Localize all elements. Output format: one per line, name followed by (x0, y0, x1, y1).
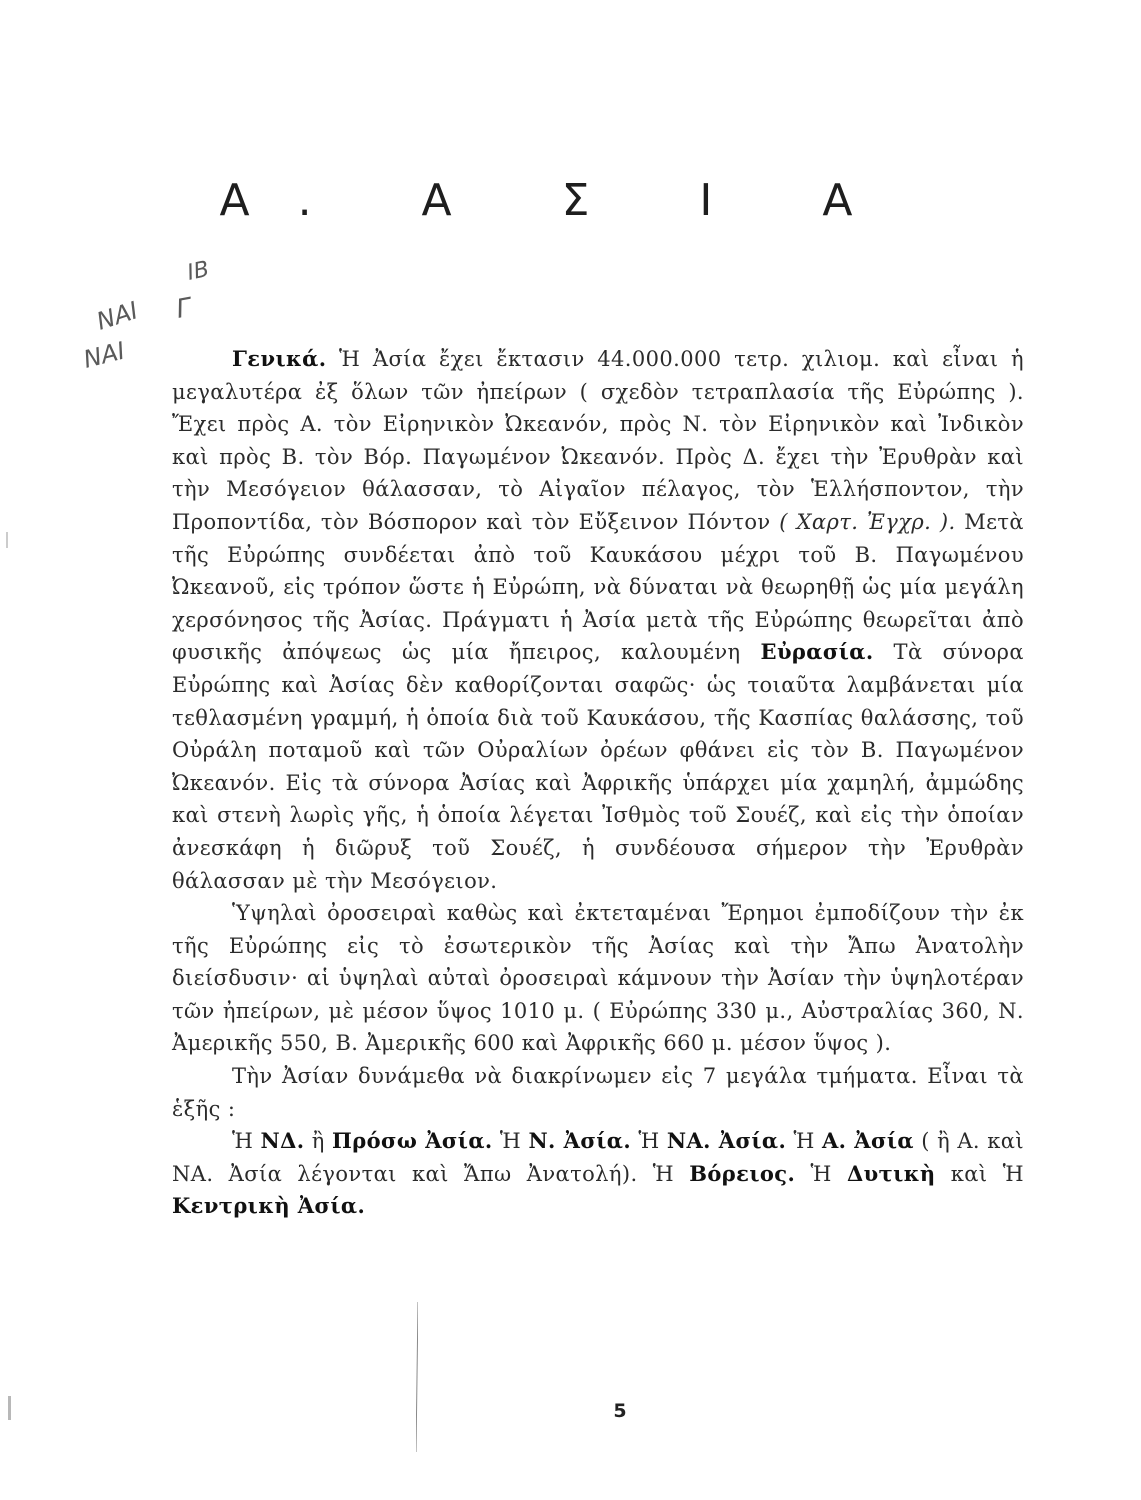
divisions-text-8: καὶ Ἡ (935, 1161, 1024, 1186)
general-text-part1: Ἡ Ἀσία ἔχει ἔκτασιν 44.000.000 τετρ. χιλιομ. καὶ εἶναι ἡ μεγαλυτέρα ἐξ ὅλων τῶν ἠπείρων ( σχεδὸν τετραπλασία τῆς Εὐρώπης ). Ἔχει πρὸς Α. τὸν Εἰρηνικὸν Ὠκεανόν, πρὸς Ν. τὸν Εἰρηνικὸν καὶ Ἰνδικὸν καὶ πρὸς Β. τὸν Βόρ. Παγωμένον Ὠκεανόν. Πρὸς Δ. ἔχει τὴν Ἐρυθρὰν καὶ τὴν Μεσόγειον θάλασσαν, τὸ Αἰγαῖον πέλαγος, τὸν Ἑλλήσποντον, τὴν Προποντίδα, τὸν Βόσπορον καὶ τὸν Εὔξεινον Πόντον (172, 347, 1024, 534)
division-a-asia: Α. Ἀσία (821, 1128, 914, 1154)
divisions-text-1: Ἡ (232, 1129, 261, 1154)
divisions-text-5: Ἡ (786, 1129, 822, 1154)
eurasia-term: Εὐρασία. (760, 639, 874, 665)
paragraph-general (172, 343, 1024, 897)
edge-mark-middle (6, 532, 8, 548)
general-text-part3: Τὰ σύνορα Εὐρώπης καὶ Ἀσίας δὲν καθορίζονται σαφῶς· ὡς τοιαῦτα λαμβάνεται μία τεθλασμένη γραμμή, ἡ ὁποία διὰ τοῦ Καυκάσου, τῆς Κασπίας θαλάσσης, τοῦ Οὐράλη ποταμοῦ καὶ τῶν Οὐραλίων ὀρέων φθάνει εἰς τὸν Β. Παγωμένον Ὠκεανόν. Εἰς τὰ σύνορα Ἀσίας καὶ Ἀφρικῆς ὑπάρχει μία χαμηλή, ἀμμώδης καὶ στενὴ λωρὶς γῆς, ἡ ὁποία λέγεται Ἰσθμὸς τοῦ Σουέζ, καὶ εἰς τὴν ὁποίαν ἀνεσκάφη ἡ διῶρυξ τοῦ Σουέζ, ἡ συνδέουσα σήμερον τὴν Ἐρυθρὰν θάλασσαν μὲ τὴν Μεσόγειον. (172, 640, 1024, 893)
division-na-asia: ΝΑ. Ἀσία. (666, 1128, 787, 1154)
paragraph-divisions-list (172, 1125, 1024, 1223)
page-number: 5 (613, 1400, 627, 1422)
division-nd: ΝΔ. (260, 1128, 305, 1154)
margin-note-middle: ΝΑΙ (93, 296, 142, 336)
division-voreios: Βόρειος. (689, 1160, 796, 1186)
map-reference: ( Χαρτ. Ἐγχρ. ). (779, 509, 956, 534)
margin-note-middle-extra: Γ (174, 292, 194, 325)
edge-mark-bottom (8, 1396, 11, 1420)
margin-note-top: ΙΒ (185, 256, 212, 286)
body-text (172, 343, 1024, 1223)
scan-artifact-stroke (416, 1302, 418, 1452)
scan-artifact-line (416, 1302, 418, 1452)
divisions-text-3: Ἡ (492, 1129, 529, 1154)
division-kentriki: Κεντρικὴ Ἀσία. (172, 1193, 366, 1219)
division-proso-asia: Πρόσω Ἀσία. (332, 1128, 493, 1154)
divisions-text-2: ἢ (304, 1129, 333, 1154)
divisions-text-6: ( ἢ Α. καὶ ΝΑ. Ἀσία λέγονται καὶ Ἄπω Ἀνατολή). Ἡ (172, 1129, 1025, 1186)
paragraph-divisions-intro (172, 1060, 1024, 1125)
margin-note-bottom: ΝΑΙ (80, 336, 128, 374)
general-label: Γενικά. (232, 346, 327, 371)
division-dytiki: Δυτικὴ (846, 1160, 936, 1186)
general-text-part2: Μετὰ τῆς Εὐρώπης συνδέεται ἀπὸ τοῦ Καυκάσου μέχρι τοῦ Β. Παγωμένου Ὠκεανοῦ, εἰς τρόπον ὥστε ἡ Εὐρώπη, νὰ δύναται νὰ θεωρηθῇ ὡς μία μεγάλη χερσόνησος τῆς Ἀσίας. Πράγματι ἡ Ἀσία μετὰ τῆς Εὐρώπης θεωρεῖται ἀπὸ φυσικῆς ἀπόψεως ὡς μία ἤπειρος, καλουμένη (172, 509, 1024, 665)
divisions-intro-text: Τὴν Ἀσίαν δυνάμεθα νὰ διακρίνωμεν εἰς 7 μεγάλα τμήματα. Εἶναι τὰ ἑξῆς : (172, 1064, 1024, 1121)
page-title: Α. Α Σ Ι Α (219, 175, 901, 226)
divisions-text-7: Ἡ (795, 1161, 847, 1186)
division-n-asia: Ν. Ἀσία. (528, 1128, 632, 1154)
divisions-text-4: Ἡ (631, 1129, 667, 1154)
paragraph-mountains (172, 897, 1024, 1060)
mountains-text: Ὑψηλαὶ ὀροσειραὶ καθὼς καὶ ἐκτεταμέναι Ἔρημοι ἐμποδίζουν τὴν ἐκ τῆς Εὐρώπης εἰς τὸ ἐσωτερικὸν τῆς Ἀσίας καὶ τὴν Ἄπω Ἀνατολὴν διείσδυσιν· αἱ ὑψηλαὶ αὐταὶ ὀροσειραὶ κάμνουν τὴν Ἀσίαν τὴν ὑψηλοτέραν τῶν ἠπείρων, μὲ μέσον ὕψος 1010 μ. ( Εὐρώπης 330 μ., Αὐστραλίας 360, Ν. Ἀμερικῆς 550, Β. Ἀμερικῆς 600 καὶ Ἀφρικῆς 660 μ. μέσον ὕψος ). (172, 901, 1024, 1056)
